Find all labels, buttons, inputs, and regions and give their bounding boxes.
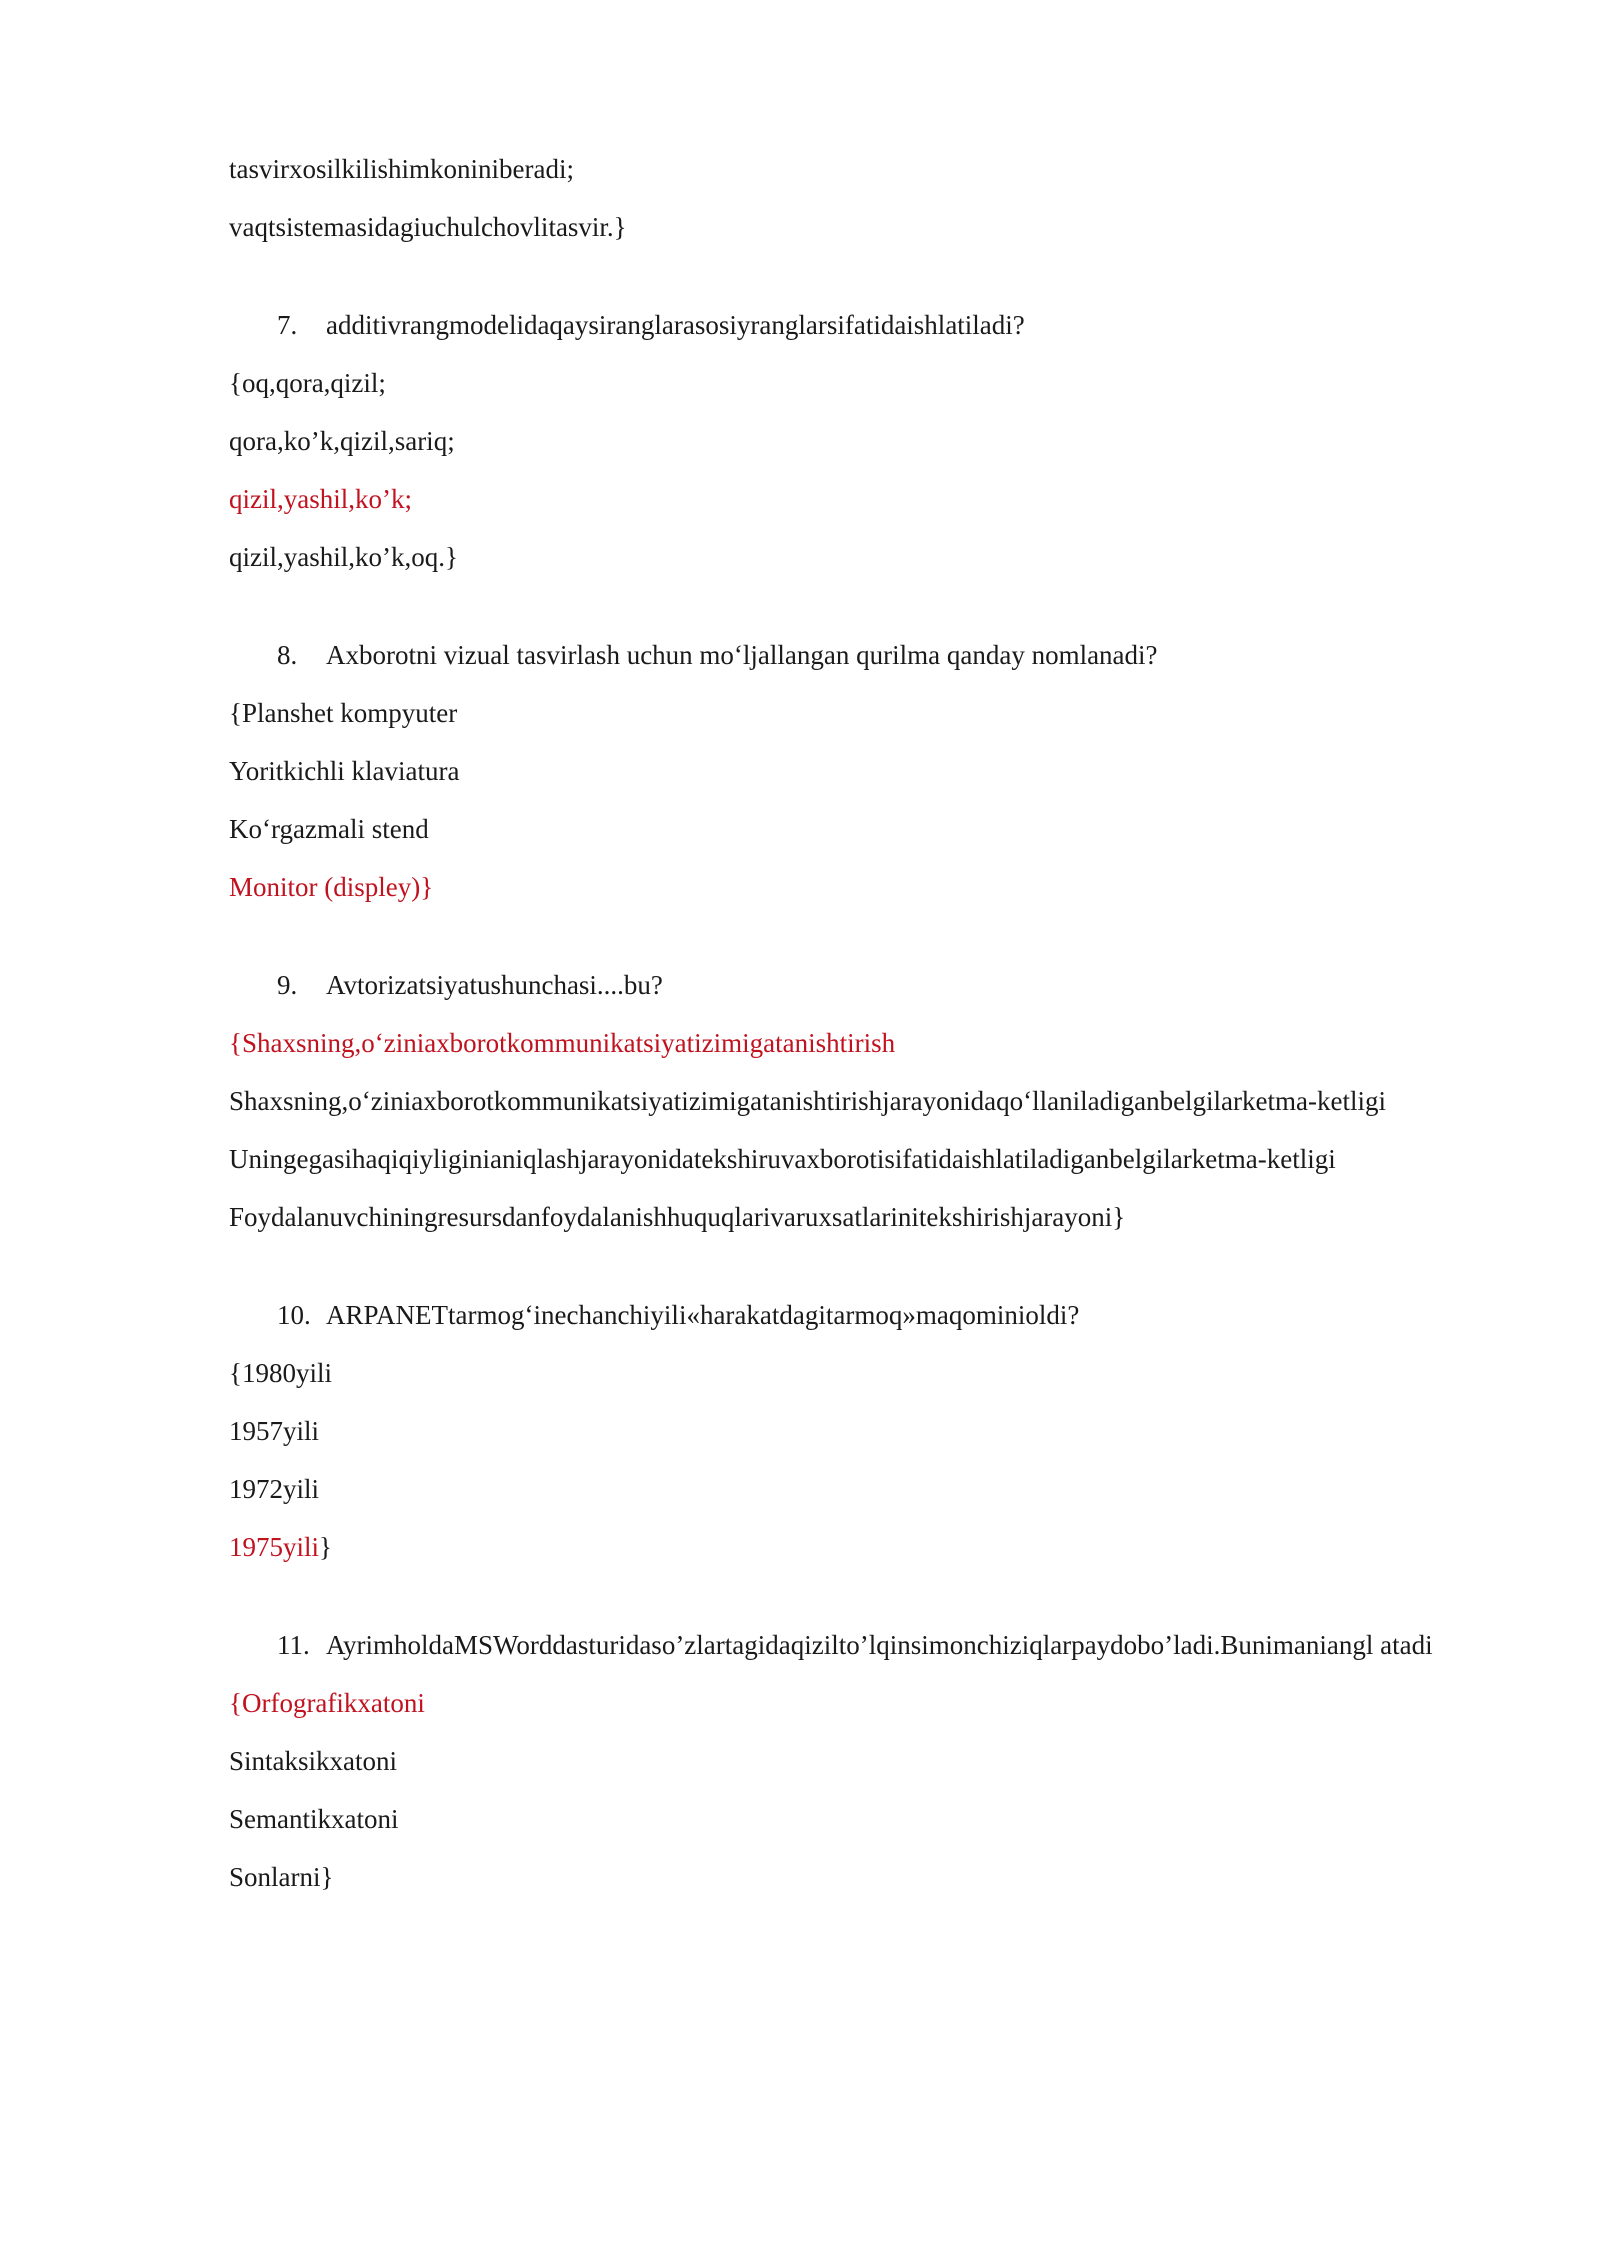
- answer-option: Shaxsning,o‘ziniaxborotkommunikatsiyatizimigatanishtirishjarayonidaqo‘llaniladiganbelgilarketma-ketligi: [229, 1086, 1386, 1116]
- answer-option: Foydalanuvchiningresursdanfoydalanishhuquqlarivaruxsatlarinitekshirishjarayoni}: [229, 1202, 1126, 1232]
- question-block-11: [229, 1626, 1489, 1896]
- answer-option: 1957yili: [229, 1416, 320, 1446]
- question-9: [229, 966, 1489, 1004]
- answer-option: Yoritkichli klaviatura: [229, 756, 460, 786]
- question-block-9: [229, 966, 1489, 1236]
- answer-option: qora,ko’k,qizil,sariq;: [229, 426, 455, 456]
- question-text: additivrangmodelidaqaysiranglarasosiyranglarsifatidaishlatiladi?: [326, 310, 1025, 340]
- answer-option-correct: {Shaxsning,o‘ziniaxborotkommunikatsiyatizimigatanishtirish: [229, 1028, 896, 1058]
- question-text: Axborotni vizual tasvirlash uchun mo‘ljallangan qurilma qanday nomlanadi?: [326, 640, 1158, 670]
- question-number: 10.: [277, 1300, 311, 1330]
- answer-option: Sonlarni}: [229, 1862, 334, 1892]
- spacer: [229, 1256, 1489, 1296]
- spacer: [229, 926, 1489, 966]
- answer-option-correct: {Orfografikxatoni: [229, 1688, 425, 1718]
- question-block-7: [229, 306, 1489, 576]
- answer-option: {Planshet kompyuter: [229, 698, 458, 728]
- question-block-8: [229, 636, 1489, 906]
- question-number: 11.: [277, 1630, 310, 1660]
- question-number: 9.: [277, 970, 298, 1000]
- question-text: ARPANETtarmog‘inechanchiyili«harakatdagitarmoq»maqominioldi?: [326, 1300, 1080, 1330]
- answer-option-correct: qizil,yashil,ko’k;: [229, 484, 412, 514]
- spacer: [229, 266, 1489, 306]
- answer-option-correct: Monitor (displey)}: [229, 872, 434, 902]
- question-11: [229, 1626, 1489, 1664]
- answer-option: Sintaksikxatoni: [229, 1746, 397, 1776]
- answer-option: {1980yili: [229, 1358, 332, 1388]
- answer-option: Semantikxatoni: [229, 1804, 399, 1834]
- spacer: [229, 1586, 1489, 1626]
- question-text: Avtorizatsiyatushunchasi....bu?: [326, 970, 663, 1000]
- question-block-10: [229, 1296, 1489, 1566]
- answer-option: Uningegasihaqiqiyliginianiqlashjarayonidatekshiruvaxborotisifatidaishlatiladiganbelgilarketma-ketligi: [229, 1144, 1336, 1174]
- question-7: [229, 306, 1489, 344]
- continuation-option: tasvirxosilkilishimkoniniberadi;: [229, 154, 574, 184]
- answer-option: 1972yili: [229, 1474, 320, 1504]
- answer-option: {oq,qora,qizil;: [229, 368, 386, 398]
- question-number: 7.: [277, 310, 298, 340]
- spacer: [229, 596, 1489, 636]
- answer-option-correct: 1975yili: [229, 1532, 320, 1562]
- answer-option: Ko‘rgazmali stend: [229, 814, 429, 844]
- question-8: [229, 636, 1489, 674]
- continuation-option: vaqtsistemasidagiuchulchovlitasvir.}: [229, 212, 627, 242]
- answer-option: qizil,yashil,ko’k,oq.}: [229, 542, 458, 572]
- question-text: AyrimholdaMSWorddasturidaso’zlartagidaqizilto’lqinsimonchiziqlarpaydobo’ladi.Bunimaniangl atadi: [326, 1630, 1433, 1660]
- closing-brace: }: [319, 1532, 332, 1562]
- question-number: 8.: [277, 640, 298, 670]
- answer-option-correct-line: [229, 1528, 1489, 1566]
- question-10: [229, 1296, 1489, 1334]
- document-content: [229, 150, 1489, 1916]
